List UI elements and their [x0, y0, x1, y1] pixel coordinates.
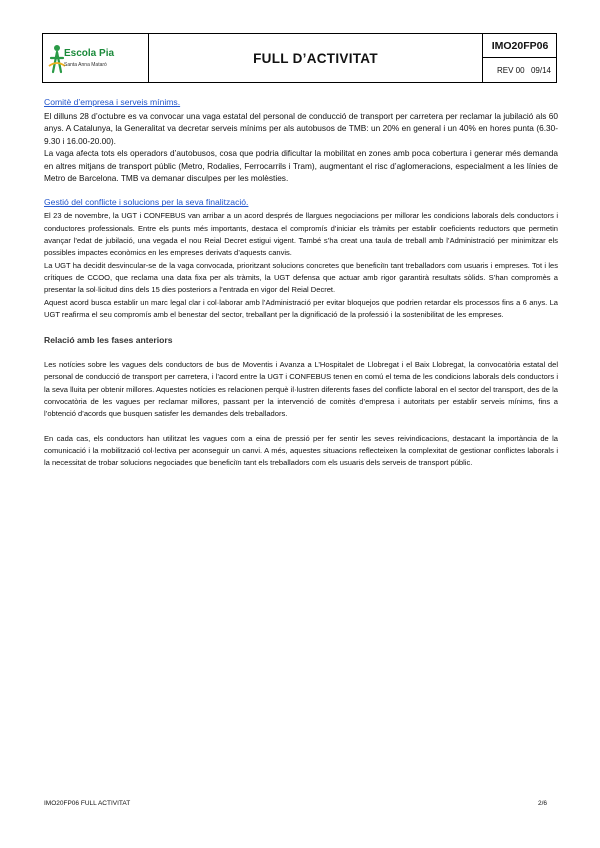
logo-name: Escola Pia	[64, 48, 115, 59]
revision-label: REV 00	[497, 65, 525, 75]
paragraph: El 23 de novembre, la UGT i CONFEBUS van arribar a un acord després de llargues negociacions per millorar les condicions laborals dels conductors i conductores professionals. Entre els punts més importants, destaca el compromís d’iniciar els tràmits per establir coeficients reductors que permetin avançar l’edat de jubilació, una vegada el nou Reial Decret estigui vigent. També s’ha creat una taula de treball amb l’Administració per minimitzar els possibles impactes econòmics en les empreses derivats d’aquests canvis.	[44, 211, 558, 258]
paragraph: Aquest acord busca establir un marc legal clar i col·laborar amb l’Administració per evitar bloquejos que podrien retardar els processos fins a 6 anys. La UGT reafirma el seu compromís amb el benestar del sector, treballant per la dignificació de la professió i la sostenibilitat de les empreses.	[44, 297, 558, 319]
paragraph: La vaga afecta tots els operadors d’autobusos, cosa que podria dificultar la mobilitat en zones amb poca cobertura i generar més demanda en altres mitjans de transport públic (Metro, Rodalies, Ferrocarrils i Tram), augmentant el risc d’aglomeracions, especialment a les línies de Metro de Barcelona. TMB va demanar disculpes per les molèsties.	[44, 148, 558, 184]
paragraph: Les notícies sobre les vagues dels conductors de bus de Moventis i Avanza a L’Hospitalet de Llobregat i el Baix Llobregat, la convocatòria estatal del personal de conducció de transport per carretera, i l’acord entre la UGT i CONFEBUS tenen en comú el tema de les condicions laborals dels conductors i la seva lluita per obtenir millores. Aquestes notícies es relacionen perquè il·lustren diferents fases del conflicte laboral en el sector del transport, des de la convocatòria de les vagues per reclamar millores, passant per la intervenció de comitès d’empresa i autoritats per establir serveis mínims, fins a l’obtenció d’acords que busquen satisfer les demandes dels treballadors.	[44, 360, 558, 419]
revision-row	[483, 58, 557, 82]
school-logo	[43, 34, 149, 82]
logo-subtitle: Santa Anna Mataró	[64, 62, 107, 68]
document-code: IMO20FP06	[483, 34, 557, 58]
section-title-conflict: Gestió del conflicte i solucions per la seva finalització.	[44, 197, 249, 208]
page-number: 2/6	[538, 800, 548, 807]
document-title: FULL D’ACTIVITAT	[253, 50, 378, 66]
document-body	[44, 96, 558, 469]
paragraph: En cada cas, els conductors han utilitzat les vagues com a eina de pressió per fer sentir les seves reivindicacions, destacant la importància de la comunicació i la mobilització col·lectiva per aconseguir un canvi. A més, aquestes situacions reflecteixen la complexitat de gestionar conflictes laborals i la necessitat de trobar solucions negociades que beneficiïn tant els treballadors com els usuaris dels serveis de transport públic.	[44, 433, 558, 468]
section-title-relation: Relació amb les fases anteriors	[44, 335, 173, 346]
paragraph: El dilluns 28 d’octubre es va convocar una vaga estatal del personal de conducció de transport per carretera per reclamar la jubilació als 60 anys. A Catalunya, la Generalitat va decretar serveis mínims per als autobusos de TMB: un 20% en general i un 40% en hores punta (6.30-9.30 i 16.00-20.00).	[44, 111, 558, 146]
footer-document-name: IMO20FP06 FULL ACTIVITAT	[44, 800, 131, 807]
section-title-committee: Comitè d’empresa i serveis mínims.	[44, 97, 181, 107]
paragraph: La UGT ha decidit desvincular-se de la vaga convocada, prioritzant solucions concretes que beneficiïn tant treballadors com usuaris i empreses. Tot i les crítiques de CCOO, que reclama una data fixa per als tràmits, la UGT defensa que actuar amb rigor garantirà resultats sòlids. S’han compromès a presentar la sol·licitud dins dels 15 dies posteriors a l’entrada en vigor del Reial Decret.	[44, 260, 558, 295]
document-code-box	[482, 34, 557, 82]
document-header	[42, 33, 557, 83]
revision-date: 09/14	[530, 65, 551, 75]
